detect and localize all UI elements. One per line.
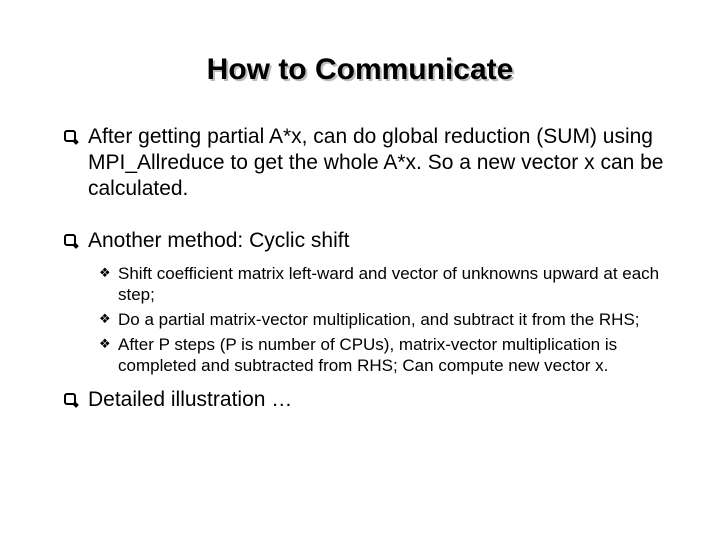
bullet-text: After getting partial A*x, can do global reduction (SUM) using MPI_Allreduce to get the whole A*x. So a new vector x can be calculated. <box>88 125 664 200</box>
bullet-text: Detailed illustration … <box>88 388 293 411</box>
sub-bullet-item <box>99 263 664 305</box>
sub-bullet-text: After P steps (P is number of CPUs), matrix-vector multiplication is completed and subtracted from RHS; Can compute new vector x. <box>118 335 618 375</box>
diamond-bullet-icon: ❖ <box>99 337 111 352</box>
diamond-bullet-icon: ❖ <box>99 312 111 327</box>
bullet-item <box>64 387 664 413</box>
square-bullet-icon <box>64 130 76 142</box>
square-bullet-icon <box>64 234 76 246</box>
bullet-item <box>64 124 664 202</box>
bullet-item <box>64 228 664 254</box>
sub-bullet-list <box>99 263 664 376</box>
bullet-text: Another method: Cyclic shift <box>88 229 350 252</box>
square-bullet-icon <box>64 393 76 405</box>
sub-bullet-item <box>99 334 664 376</box>
sub-bullet-text: Do a partial matrix-vector multiplication, and subtract it from the RHS; <box>118 310 640 329</box>
bullet-list <box>64 124 664 413</box>
sub-bullet-item <box>99 309 664 330</box>
sub-bullet-text: Shift coefficient matrix left-ward and vector of unknowns upward at each step; <box>118 264 660 304</box>
slide-title: How to Communicate <box>206 53 514 86</box>
diamond-bullet-icon: ❖ <box>99 266 111 281</box>
